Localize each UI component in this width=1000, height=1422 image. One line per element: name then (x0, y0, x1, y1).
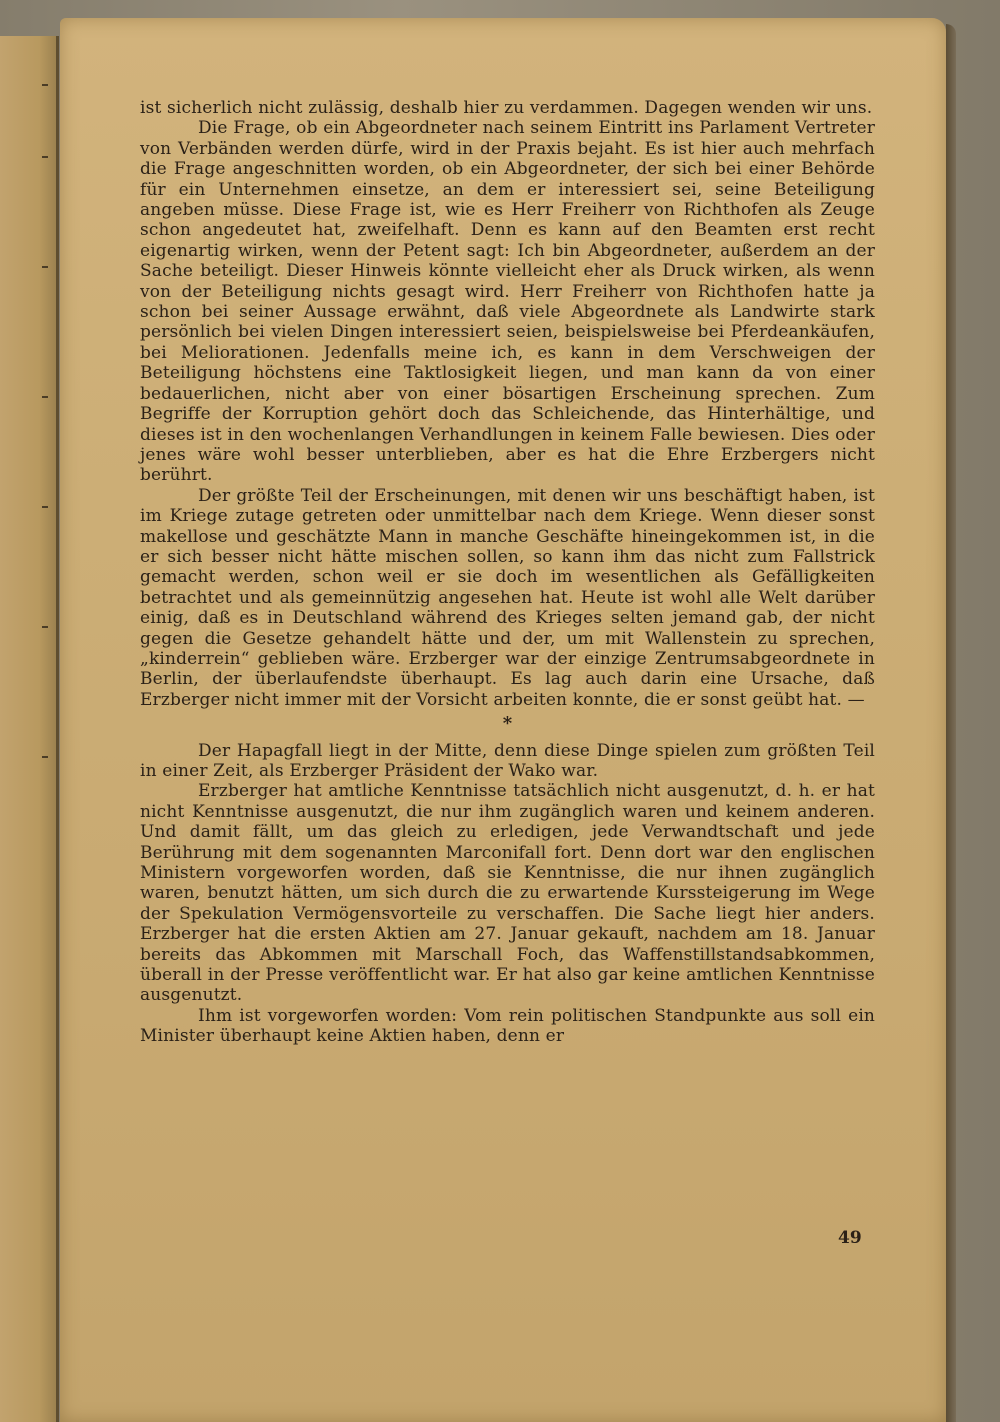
paragraph-2: Die Frage, ob ein Abgeordneter nach seinem Eintritt ins Parlament Vertreter von Verbänden werden dürfe, wird in der Praxis bejaht. Es ist hier auch mehrfach die Frage angeschnitten worden, ob ein Abgeordneter, der sich bei einer Behörde für ein Unternehmen einsetze, an dem er interessiert sei, seine Beteiligung angeben müsse. Diese Frage ist, wie es Herr Freiherr von Richthofen als Zeuge schon angedeutet hat, zweifelhaft. Denn es kann auf den Beamten erst recht eigenartig wirken, wenn der Petent sagt: Ich bin Abgeordneter, außerdem an der Sache beteiligt. Dieser Hinweis könnte vielleicht eher als Druck wirken, als wenn von der Beteiligung nichts gesagt wird. Herr Freiherr von Richthofen hatte ja schon bei seiner Aussage erwähnt, daß viele Abgeordnete als Landwirte stark persönlich bei vielen Dingen interessiert seien, beispielsweise bei Pferdeankäufen, bei Meliorationen. Jedenfalls meine ich, es kann in dem Verschweigen der Beteiligung höchstens eine Taktlosigkeit liegen, und man kann da von einer bedauerlichen, nicht aber von einer bösartigen Erscheinung sprechen. Zum Begriffe der Korruption gehört doch das Schleichende, das Hinterhältige, und dieses ist in den wochenlangen Verhandlungen in keinem Falle bewiesen. Dies oder jenes wäre wohl besser unterblieben, aber es hat die Ehre Erzbergers nicht berührt. (140, 118, 875, 486)
binding-mark (42, 84, 48, 86)
paragraph-5: Erzberger hat amtliche Kenntnisse tatsächlich nicht ausgenutzt, d. h. er hat nicht Kenntnisse ausgenutzt, die nur ihm zugänglich waren und keinem anderen. Und damit fällt, um das gleich zu erledigen, jede Verwandtschaft und jede Berührung mit dem sogenannten Marconifall fort. Denn dort war den englischen Ministern vorgeworfen worden, daß sie Kenntnisse, die nur ihnen zugänglich waren, benutzt hätten, um sich durch die zu erwartende Kurssteigerung im Wege der Spekulation Vermögensvorteile zu verschaffen. Die Sache liegt hier anders. Erzberger hat die ersten Aktien am 27. Januar gekauft, nachdem am 18. Januar bereits das Abkommen mit Marschall Foch, das Waffenstillstandsabkommen, überall in der Presse veröffentlicht war. Er hat also gar keine amtlichen Kenntnisse ausgenutzt. (140, 781, 875, 1006)
binding-mark (42, 756, 48, 758)
binding-mark (42, 156, 48, 158)
page-body-text (140, 98, 875, 1047)
paragraph-4: Der Hapagfall liegt in der Mitte, denn diese Dinge spielen zum größten Teil in einer Zeit, als Erzberger Präsident der Wako war. (140, 740, 875, 781)
left-page-edge (0, 36, 59, 1422)
section-separator: * (502, 713, 513, 735)
binding-mark (42, 396, 48, 398)
paragraph-3: Der größte Teil der Erscheinungen, mit denen wir uns beschäftigt haben, ist im Kriege zutage getreten oder unmittelbar nach dem Kriege. Wenn dieser sonst makellose und geschätzte Mann in manche Geschäfte hineingekommen ist, in die er sich besser nicht hätte mischen sollen, so kann ihm das nicht zum Fallstrick gemacht werden, schon weil er sie doch im wesentlichen als Gefälligkeiten betrachtet und als gemeinnützig angesehen hat. Heute ist wohl alle Welt darüber einig, daß es in Deutschland während des Krieges selten jemand gab, der nicht gegen die Gesetze gehandelt hätte und der, um mit Wallenstein zu sprechen, „kinderrein“ geblieben wäre. Erzberger war der einzige Zentrumsabgeordnete in Berlin, der überlaufendste überhaupt. Es lag auch darin eine Ursache, daß Erzberger nicht immer mit der Vorsicht arbeiten konnte, die er sonst geübt hat. — (140, 485, 875, 710)
paragraph-6: Ihm ist vorgeworfen worden: Vom rein politischen Standpunkte aus soll ein Minister überhaupt keine Aktien haben, denn er (140, 1005, 875, 1047)
page-number: 49 (838, 1228, 862, 1248)
paragraph-1: ist sicherlich nicht zulässig, deshalb hier zu verdammen. Dagegen wenden wir uns. (140, 98, 873, 118)
page-edge-shadow (946, 24, 956, 1422)
binding-mark (42, 626, 48, 628)
binding-mark (42, 506, 48, 508)
binding-mark (42, 266, 48, 268)
